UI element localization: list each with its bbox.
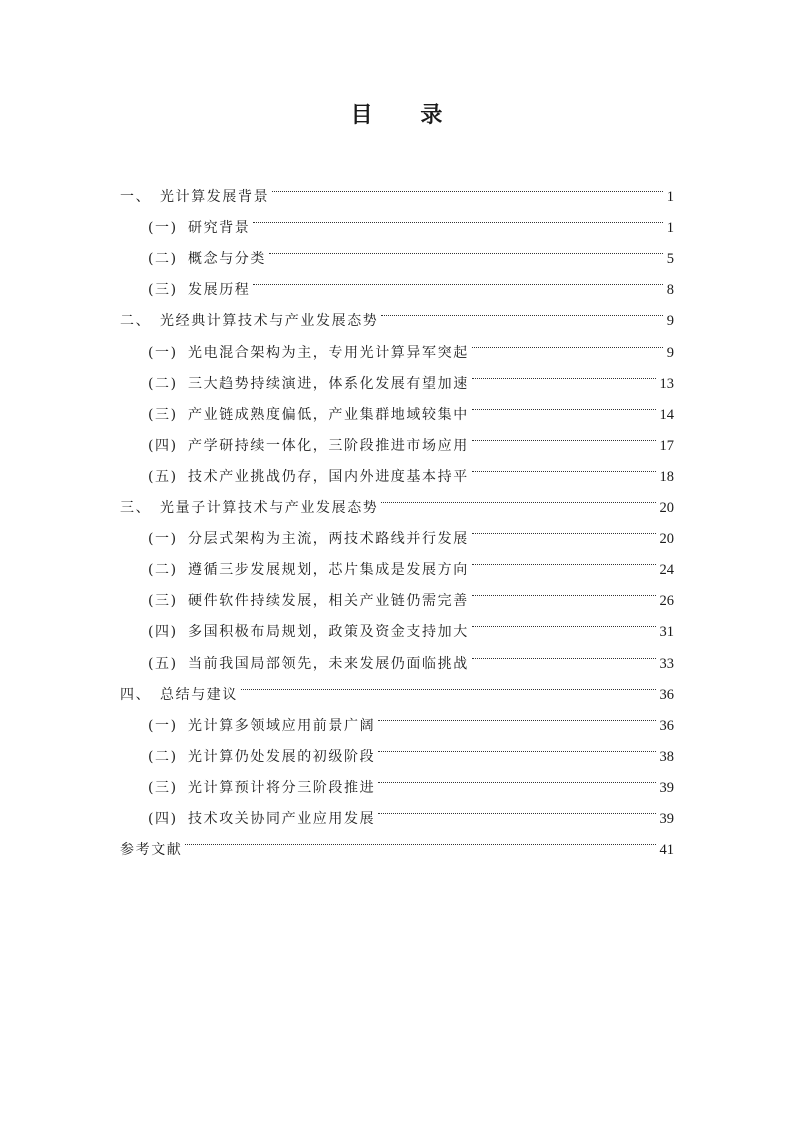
toc-entry-number: (二) [148,375,178,392]
toc-entry-number: (二) [148,251,178,268]
toc-entry-number: (三) [148,406,178,423]
toc-dot-leader [253,201,662,232]
toc-entry-title: 产学研持续一体化，三阶段推进市场应用 [188,437,469,454]
toc-entry-title: 光经典计算技术与产业发展态势 [160,313,379,330]
toc-entry-number: (一) [148,717,178,734]
toc-entry-title: 分层式架构为主流，两技术路线并行发展 [188,531,469,548]
toc-entry-number: (四) [148,624,178,641]
toc-page-number: 24 [659,562,674,579]
table-of-contents [120,170,674,859]
toc-entry-number: (三) [148,779,178,796]
toc-dot-leader [472,357,656,388]
toc-page-number: 36 [659,686,674,703]
toc-entry-title: 三大趋势持续演进，体系化发展有望加速 [188,375,469,392]
toc-dot-leader [272,170,663,201]
toc-entry-number: (四) [148,810,178,827]
toc-dot-leader [185,823,655,854]
toc-dot-leader [472,605,656,636]
toc-page-number: 5 [666,251,674,268]
toc-chapter-entry[interactable] [120,170,674,206]
toc-entry-title: 光计算预计将分三阶段推进 [188,779,376,796]
toc-chapter-entry[interactable] [120,823,674,859]
toc-entry-number: (三) [148,282,178,299]
toc-page-number: 13 [659,375,674,392]
toc-entry-title: 光计算仍处发展的初级阶段 [188,748,376,765]
toc-entry-number: (四) [148,437,178,454]
toc-entry-number: (一) [148,344,178,361]
toc-page-number: 36 [659,717,674,734]
toc-entry-number: (五) [148,468,178,485]
toc-page-number: 8 [666,282,674,299]
toc-page-number: 39 [659,810,674,827]
toc-page-number: 20 [659,500,674,517]
toc-entry-number: (五) [148,655,178,672]
toc-entry-title: 当前我国局部领先，未来发展仍面临挑战 [188,655,469,672]
toc-dot-leader [472,388,656,419]
toc-dot-leader [472,450,656,481]
toc-entry-number: (一) [148,220,178,237]
toc-entry-title: 参考文献 [120,842,183,859]
toc-entry-title: 遵循三步发展规划，芯片集成是发展方向 [188,562,469,579]
toc-entry-title: 硬件软件持续发展，相关产业链仍需完善 [188,593,469,610]
toc-entry-number: 二、 [120,313,152,330]
toc-dot-leader [381,481,655,512]
toc-entry-title: 概念与分类 [188,251,266,268]
toc-entry-title: 光电混合架构为主，专用光计算异军突起 [188,344,469,361]
toc-page-number: 18 [659,468,674,485]
toc-page-number: 33 [659,655,674,672]
toc-page-number: 41 [659,842,674,859]
toc-page-number: 20 [659,531,674,548]
toc-page-number: 31 [659,624,674,641]
toc-entry-title: 光量子计算技术与产业发展态势 [160,500,379,517]
toc-page-number: 9 [666,344,674,361]
toc-dot-leader [269,232,663,263]
toc-entry-number: 四、 [120,686,152,703]
toc-dot-leader [378,699,655,730]
toc-entry-number: (二) [148,562,178,579]
toc-entry-title: 技术攻关协同产业应用发展 [188,810,376,827]
toc-dot-leader [472,512,656,543]
toc-entry-number: 三、 [120,500,152,517]
page-title: 目 录 [350,103,463,128]
toc-dot-leader [472,419,656,450]
toc-page-number: 38 [659,748,674,765]
toc-dot-leader [381,294,662,325]
toc-entry-number: (二) [148,748,178,765]
toc-page-number: 26 [659,593,674,610]
toc-entry-title: 光计算发展背景 [160,189,270,206]
toc-entry-title: 技术产业挑战仍存，国内外进度基本持平 [188,468,469,485]
toc-entry-number: (三) [148,593,178,610]
toc-entry-title: 产业链成熟度偏低，产业集群地域较集中 [188,406,469,423]
toc-page-number: 1 [666,220,674,237]
toc-dot-leader [472,636,656,667]
toc-dot-leader [378,792,655,823]
toc-entry-title: 光计算多领域应用前景广阔 [188,717,376,734]
toc-entry-number: (一) [148,531,178,548]
toc-entry-number: 一、 [120,189,152,206]
toc-entry-title: 研究背景 [188,220,251,237]
toc-dot-leader [472,574,656,605]
toc-dot-leader [241,668,656,699]
toc-dot-leader [472,543,656,574]
toc-entry-title: 发展历程 [188,282,251,299]
toc-dot-leader [472,325,663,356]
toc-entry-title: 总结与建议 [160,686,238,703]
toc-page-number: 14 [659,406,674,423]
toc-page-number: 9 [666,313,674,330]
toc-page-number: 1 [666,189,674,206]
toc-dot-leader [378,761,655,792]
toc-entry-title: 多国积极布局规划，政策及资金支持加大 [188,624,469,641]
toc-page-number: 17 [659,437,674,454]
toc-dot-leader [253,263,662,294]
toc-dot-leader [378,730,655,761]
toc-page-number: 39 [659,779,674,796]
